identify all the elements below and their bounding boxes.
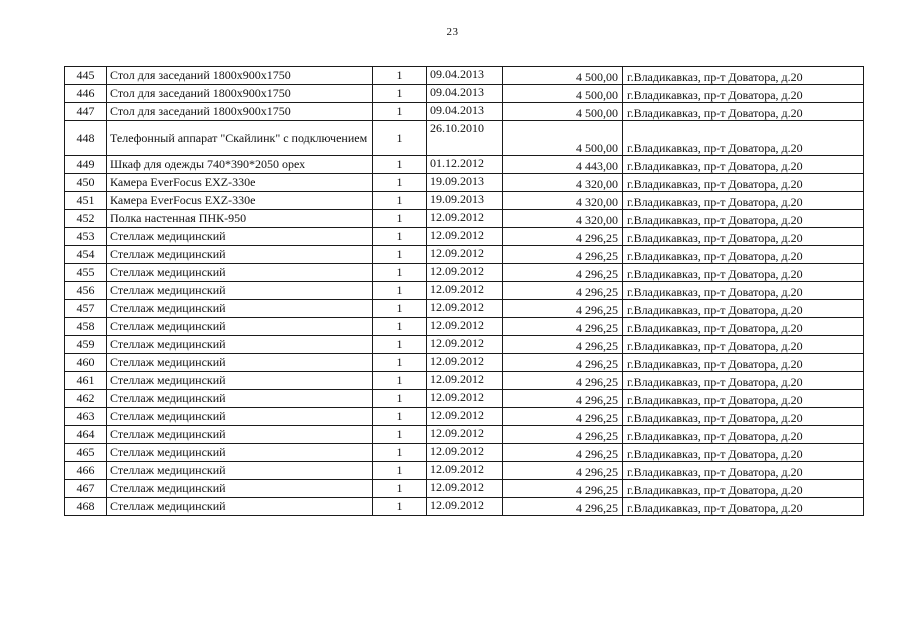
table-row [65, 462, 864, 480]
price-cell: 4 296,25 [503, 354, 623, 372]
table-row [65, 318, 864, 336]
price-cell: 4 296,25 [503, 426, 623, 444]
row-number-cell: 468 [65, 498, 107, 516]
item-name-cell: Стеллаж медицинский [107, 372, 373, 390]
date-cell: 12.09.2012 [427, 246, 503, 264]
address-cell: г.Владикавказ, пр-т Доватора, д.20 [623, 354, 864, 372]
address-cell: г.Владикавказ, пр-т Доватора, д.20 [623, 462, 864, 480]
price-cell: 4 296,25 [503, 444, 623, 462]
date-cell: 12.09.2012 [427, 228, 503, 246]
table-row [65, 156, 864, 174]
price-cell: 4 320,00 [503, 174, 623, 192]
table-row [65, 85, 864, 103]
quantity-cell: 1 [373, 426, 427, 444]
item-name-cell: Стеллаж медицинский [107, 228, 373, 246]
table-row [65, 300, 864, 318]
date-cell: 12.09.2012 [427, 408, 503, 426]
table-row [65, 444, 864, 462]
date-cell: 12.09.2012 [427, 480, 503, 498]
row-number-cell: 458 [65, 318, 107, 336]
item-name-cell: Телефонный аппарат "Скайлинк" с подключением [107, 121, 373, 156]
row-number-cell: 447 [65, 103, 107, 121]
table-row [65, 390, 864, 408]
row-number-cell: 457 [65, 300, 107, 318]
address-cell: г.Владикавказ, пр-т Доватора, д.20 [623, 372, 864, 390]
price-cell: 4 500,00 [503, 85, 623, 103]
item-name-cell: Стеллаж медицинский [107, 480, 373, 498]
row-number-cell: 452 [65, 210, 107, 228]
quantity-cell: 1 [373, 228, 427, 246]
table-row [65, 264, 864, 282]
row-number-cell: 462 [65, 390, 107, 408]
item-name-cell: Стол для заседаний 1800х900х1750 [107, 103, 373, 121]
date-cell: 01.12.2012 [427, 156, 503, 174]
row-number-cell: 445 [65, 67, 107, 85]
item-name-cell: Стеллаж медицинский [107, 246, 373, 264]
date-cell: 12.09.2012 [427, 390, 503, 408]
table-row [65, 408, 864, 426]
item-name-cell: Шкаф для одежды 740*390*2050 орех [107, 156, 373, 174]
address-cell: г.Владикавказ, пр-т Доватора, д.20 [623, 210, 864, 228]
address-cell: г.Владикавказ, пр-т Доватора, д.20 [623, 85, 864, 103]
date-cell: 12.09.2012 [427, 462, 503, 480]
price-cell: 4 296,25 [503, 264, 623, 282]
date-cell: 12.09.2012 [427, 210, 503, 228]
page-number: 23 [446, 26, 459, 38]
row-number-cell: 456 [65, 282, 107, 300]
table-row [65, 67, 864, 85]
price-cell: 4 296,25 [503, 336, 623, 354]
date-cell: 12.09.2012 [427, 282, 503, 300]
row-number-cell: 459 [65, 336, 107, 354]
date-cell: 12.09.2012 [427, 444, 503, 462]
price-cell: 4 296,25 [503, 318, 623, 336]
item-name-cell: Стеллаж медицинский [107, 462, 373, 480]
quantity-cell: 1 [373, 300, 427, 318]
table-row [65, 336, 864, 354]
date-cell: 19.09.2013 [427, 192, 503, 210]
quantity-cell: 1 [373, 174, 427, 192]
item-name-cell: Стеллаж медицинский [107, 426, 373, 444]
table-row [65, 228, 864, 246]
address-cell: г.Владикавказ, пр-т Доватора, д.20 [623, 121, 864, 156]
table-row [65, 498, 864, 516]
address-cell: г.Владикавказ, пр-т Доватора, д.20 [623, 246, 864, 264]
quantity-cell: 1 [373, 372, 427, 390]
table-row [65, 372, 864, 390]
price-cell: 4 296,25 [503, 228, 623, 246]
address-cell: г.Владикавказ, пр-т Доватора, д.20 [623, 408, 864, 426]
quantity-cell: 1 [373, 318, 427, 336]
item-name-cell: Стеллаж медицинский [107, 336, 373, 354]
address-cell: г.Владикавказ, пр-т Доватора, д.20 [623, 156, 864, 174]
address-cell: г.Владикавказ, пр-т Доватора, д.20 [623, 264, 864, 282]
row-number-cell: 453 [65, 228, 107, 246]
row-number-cell: 464 [65, 426, 107, 444]
item-name-cell: Стеллаж медицинский [107, 354, 373, 372]
table-row [65, 192, 864, 210]
item-name-cell: Стеллаж медицинский [107, 300, 373, 318]
row-number-cell: 451 [65, 192, 107, 210]
row-number-cell: 460 [65, 354, 107, 372]
quantity-cell: 1 [373, 210, 427, 228]
date-cell: 09.04.2013 [427, 85, 503, 103]
date-cell: 12.09.2012 [427, 300, 503, 318]
item-name-cell: Стол для заседаний 1800х900х1750 [107, 85, 373, 103]
item-name-cell: Полка настенная ПНК-950 [107, 210, 373, 228]
address-cell: г.Владикавказ, пр-т Доватора, д.20 [623, 498, 864, 516]
price-cell: 4 500,00 [503, 67, 623, 85]
quantity-cell: 1 [373, 336, 427, 354]
price-cell: 4 296,25 [503, 390, 623, 408]
price-cell: 4 500,00 [503, 121, 623, 156]
price-cell: 4 443,00 [503, 156, 623, 174]
date-cell: 12.09.2012 [427, 354, 503, 372]
quantity-cell: 1 [373, 390, 427, 408]
date-cell: 09.04.2013 [427, 67, 503, 85]
price-cell: 4 320,00 [503, 192, 623, 210]
table-row [65, 210, 864, 228]
quantity-cell: 1 [373, 156, 427, 174]
price-cell: 4 296,25 [503, 462, 623, 480]
quantity-cell: 1 [373, 282, 427, 300]
address-cell: г.Владикавказ, пр-т Доватора, д.20 [623, 480, 864, 498]
address-cell: г.Владикавказ, пр-т Доватора, д.20 [623, 444, 864, 462]
date-cell: 12.09.2012 [427, 264, 503, 282]
date-cell: 26.10.2010 [427, 121, 503, 156]
quantity-cell: 1 [373, 264, 427, 282]
price-cell: 4 296,25 [503, 408, 623, 426]
item-name-cell: Камера EverFocus EXZ-330e [107, 174, 373, 192]
row-number-cell: 454 [65, 246, 107, 264]
address-cell: г.Владикавказ, пр-т Доватора, д.20 [623, 192, 864, 210]
row-number-cell: 448 [65, 121, 107, 156]
address-cell: г.Владикавказ, пр-т Доватора, д.20 [623, 67, 864, 85]
table-row [65, 246, 864, 264]
date-cell: 12.09.2012 [427, 336, 503, 354]
date-cell: 12.09.2012 [427, 426, 503, 444]
table-row [65, 121, 864, 156]
table-row [65, 174, 864, 192]
price-cell: 4 296,25 [503, 246, 623, 264]
quantity-cell: 1 [373, 354, 427, 372]
price-cell: 4 500,00 [503, 103, 623, 121]
quantity-cell: 1 [373, 103, 427, 121]
price-cell: 4 296,25 [503, 282, 623, 300]
row-number-cell: 466 [65, 462, 107, 480]
item-name-cell: Стеллаж медицинский [107, 444, 373, 462]
row-number-cell: 465 [65, 444, 107, 462]
row-number-cell: 461 [65, 372, 107, 390]
price-cell: 4 296,25 [503, 498, 623, 516]
address-cell: г.Владикавказ, пр-т Доватора, д.20 [623, 336, 864, 354]
table-row [65, 354, 864, 372]
quantity-cell: 1 [373, 408, 427, 426]
address-cell: г.Владикавказ, пр-т Доватора, д.20 [623, 282, 864, 300]
address-cell: г.Владикавказ, пр-т Доватора, д.20 [623, 318, 864, 336]
item-name-cell: Стеллаж медицинский [107, 408, 373, 426]
price-cell: 4 296,25 [503, 372, 623, 390]
inventory-table [64, 66, 864, 516]
price-cell: 4 296,25 [503, 480, 623, 498]
quantity-cell: 1 [373, 444, 427, 462]
date-cell: 12.09.2012 [427, 372, 503, 390]
item-name-cell: Камера EverFocus EXZ-330e [107, 192, 373, 210]
quantity-cell: 1 [373, 480, 427, 498]
table-row [65, 103, 864, 121]
quantity-cell: 1 [373, 462, 427, 480]
inventory-table-body [65, 67, 864, 516]
table-row [65, 282, 864, 300]
table-row [65, 426, 864, 444]
row-number-cell: 467 [65, 480, 107, 498]
date-cell: 12.09.2012 [427, 318, 503, 336]
address-cell: г.Владикавказ, пр-т Доватора, д.20 [623, 174, 864, 192]
address-cell: г.Владикавказ, пр-т Доватора, д.20 [623, 300, 864, 318]
date-cell: 19.09.2013 [427, 174, 503, 192]
address-cell: г.Владикавказ, пр-т Доватора, д.20 [623, 228, 864, 246]
quantity-cell: 1 [373, 192, 427, 210]
address-cell: г.Владикавказ, пр-т Доватора, д.20 [623, 426, 864, 444]
quantity-cell: 1 [373, 85, 427, 103]
quantity-cell: 1 [373, 67, 427, 85]
item-name-cell: Стол для заседаний 1800х900х1750 [107, 67, 373, 85]
item-name-cell: Стеллаж медицинский [107, 264, 373, 282]
row-number-cell: 455 [65, 264, 107, 282]
row-number-cell: 449 [65, 156, 107, 174]
quantity-cell: 1 [373, 121, 427, 156]
price-cell: 4 296,25 [503, 300, 623, 318]
item-name-cell: Стеллаж медицинский [107, 318, 373, 336]
item-name-cell: Стеллаж медицинский [107, 390, 373, 408]
quantity-cell: 1 [373, 246, 427, 264]
address-cell: г.Владикавказ, пр-т Доватора, д.20 [623, 390, 864, 408]
price-cell: 4 320,00 [503, 210, 623, 228]
quantity-cell: 1 [373, 498, 427, 516]
row-number-cell: 446 [65, 85, 107, 103]
date-cell: 12.09.2012 [427, 498, 503, 516]
item-name-cell: Стеллаж медицинский [107, 282, 373, 300]
date-cell: 09.04.2013 [427, 103, 503, 121]
row-number-cell: 463 [65, 408, 107, 426]
item-name-cell: Стеллаж медицинский [107, 498, 373, 516]
address-cell: г.Владикавказ, пр-т Доватора, д.20 [623, 103, 864, 121]
table-row [65, 480, 864, 498]
row-number-cell: 450 [65, 174, 107, 192]
inventory-table-container [64, 66, 863, 516]
